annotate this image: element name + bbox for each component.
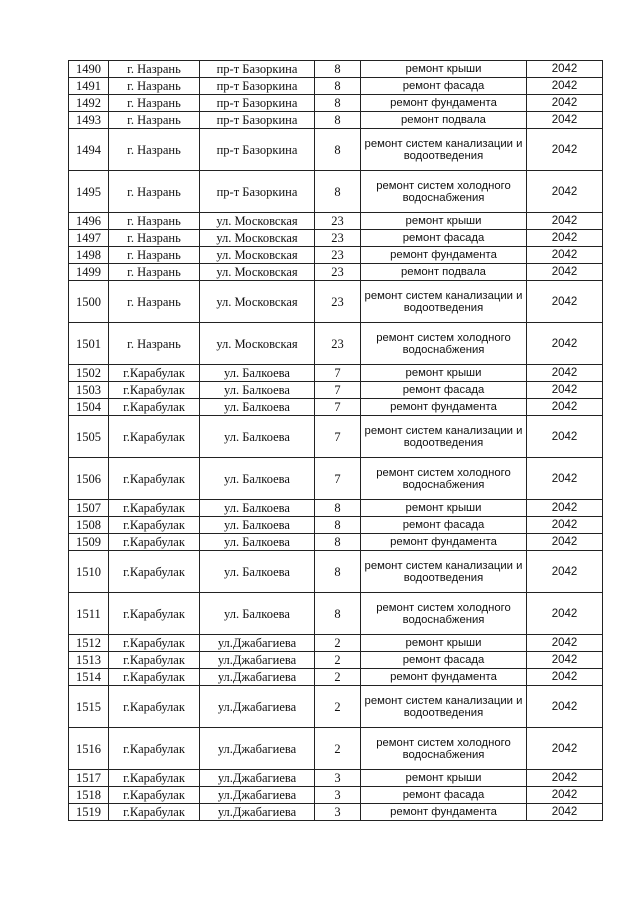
city-cell: г. Назрань (109, 129, 200, 171)
street-cell: ул. Балкоева (200, 500, 315, 517)
row-number-cell: 1499 (69, 264, 109, 281)
table-row (69, 787, 603, 804)
street-cell: ул. Балкоева (200, 365, 315, 382)
city-cell: г.Карабулак (109, 365, 200, 382)
city-cell: г. Назрань (109, 247, 200, 264)
work-type-cell: ремонт фундамента (361, 399, 527, 416)
year-cell: 2042 (527, 213, 603, 230)
city-cell: г. Назрань (109, 95, 200, 112)
city-cell: г.Карабулак (109, 652, 200, 669)
year-cell: 2042 (527, 230, 603, 247)
house-number-cell: 8 (315, 171, 361, 213)
house-number-cell: 8 (315, 551, 361, 593)
work-type-cell: ремонт крыши (361, 61, 527, 78)
house-number-cell: 8 (315, 61, 361, 78)
year-cell: 2042 (527, 382, 603, 399)
city-cell: г.Карабулак (109, 458, 200, 500)
street-cell: ул.Джабагиева (200, 686, 315, 728)
table-row (69, 399, 603, 416)
house-number-cell: 7 (315, 399, 361, 416)
city-cell: г.Карабулак (109, 804, 200, 821)
work-type-cell: ремонт крыши (361, 770, 527, 787)
year-cell: 2042 (527, 686, 603, 728)
row-number-cell: 1518 (69, 787, 109, 804)
year-cell: 2042 (527, 61, 603, 78)
table-row (69, 635, 603, 652)
work-type-cell: ремонт фундамента (361, 534, 527, 551)
row-number-cell: 1502 (69, 365, 109, 382)
street-cell: пр-т Базоркина (200, 112, 315, 129)
table-row (69, 728, 603, 770)
street-cell: пр-т Базоркина (200, 78, 315, 95)
work-type-cell: ремонт фасада (361, 78, 527, 95)
city-cell: г. Назрань (109, 213, 200, 230)
table-row (69, 382, 603, 399)
street-cell: ул.Джабагиева (200, 787, 315, 804)
row-number-cell: 1504 (69, 399, 109, 416)
city-cell: г. Назрань (109, 323, 200, 365)
table-row (69, 323, 603, 365)
table-row (69, 500, 603, 517)
work-type-cell: ремонт крыши (361, 500, 527, 517)
year-cell: 2042 (527, 787, 603, 804)
table-row (69, 129, 603, 171)
house-number-cell: 8 (315, 593, 361, 635)
house-number-cell: 2 (315, 728, 361, 770)
work-type-cell: ремонт крыши (361, 635, 527, 652)
work-type-cell: ремонт систем канализации и водоотведения (361, 551, 527, 593)
row-number-cell: 1505 (69, 416, 109, 458)
house-number-cell: 23 (315, 213, 361, 230)
work-type-cell: ремонт подвала (361, 264, 527, 281)
table-row (69, 61, 603, 78)
work-type-cell: ремонт фундамента (361, 247, 527, 264)
house-number-cell: 7 (315, 365, 361, 382)
table-row (69, 770, 603, 787)
table-row (69, 365, 603, 382)
row-number-cell: 1511 (69, 593, 109, 635)
city-cell: г.Карабулак (109, 534, 200, 551)
year-cell: 2042 (527, 171, 603, 213)
city-cell: г. Назрань (109, 112, 200, 129)
work-type-cell: ремонт систем канализации и водоотведения (361, 686, 527, 728)
repair-schedule-table (68, 60, 603, 821)
work-type-cell: ремонт крыши (361, 213, 527, 230)
work-type-cell: ремонт фундамента (361, 669, 527, 686)
table-row (69, 213, 603, 230)
city-cell: г.Карабулак (109, 517, 200, 534)
city-cell: г.Карабулак (109, 551, 200, 593)
row-number-cell: 1517 (69, 770, 109, 787)
row-number-cell: 1507 (69, 500, 109, 517)
house-number-cell: 8 (315, 78, 361, 95)
street-cell: ул. Балкоева (200, 517, 315, 534)
street-cell: ул. Московская (200, 247, 315, 264)
row-number-cell: 1490 (69, 61, 109, 78)
city-cell: г. Назрань (109, 264, 200, 281)
city-cell: г. Назрань (109, 61, 200, 78)
street-cell: ул. Московская (200, 230, 315, 247)
year-cell: 2042 (527, 264, 603, 281)
work-type-cell: ремонт систем холодного водоснабжения (361, 323, 527, 365)
street-cell: ул. Московская (200, 213, 315, 230)
city-cell: г.Карабулак (109, 728, 200, 770)
year-cell: 2042 (527, 652, 603, 669)
year-cell: 2042 (527, 281, 603, 323)
table-row (69, 551, 603, 593)
year-cell: 2042 (527, 517, 603, 534)
house-number-cell: 8 (315, 500, 361, 517)
year-cell: 2042 (527, 112, 603, 129)
table-row (69, 230, 603, 247)
city-cell: г.Карабулак (109, 669, 200, 686)
street-cell: ул. Московская (200, 281, 315, 323)
house-number-cell: 2 (315, 635, 361, 652)
city-cell: г.Карабулак (109, 399, 200, 416)
year-cell: 2042 (527, 365, 603, 382)
work-type-cell: ремонт фундамента (361, 804, 527, 821)
row-number-cell: 1515 (69, 686, 109, 728)
house-number-cell: 8 (315, 129, 361, 171)
house-number-cell: 3 (315, 770, 361, 787)
street-cell: ул.Джабагиева (200, 669, 315, 686)
work-type-cell: ремонт систем канализации и водоотведения (361, 129, 527, 171)
table-row (69, 593, 603, 635)
row-number-cell: 1512 (69, 635, 109, 652)
work-type-cell: ремонт фундамента (361, 95, 527, 112)
work-type-cell: ремонт крыши (361, 365, 527, 382)
table-row (69, 686, 603, 728)
row-number-cell: 1519 (69, 804, 109, 821)
house-number-cell: 3 (315, 804, 361, 821)
row-number-cell: 1494 (69, 129, 109, 171)
street-cell: ул. Балкоева (200, 593, 315, 635)
city-cell: г.Карабулак (109, 593, 200, 635)
table-row (69, 95, 603, 112)
work-type-cell: ремонт фасада (361, 382, 527, 399)
year-cell: 2042 (527, 728, 603, 770)
city-cell: г.Карабулак (109, 770, 200, 787)
year-cell: 2042 (527, 500, 603, 517)
house-number-cell: 23 (315, 323, 361, 365)
row-number-cell: 1509 (69, 534, 109, 551)
street-cell: ул. Балкоева (200, 534, 315, 551)
year-cell: 2042 (527, 247, 603, 264)
city-cell: г. Назрань (109, 78, 200, 95)
row-number-cell: 1510 (69, 551, 109, 593)
house-number-cell: 2 (315, 669, 361, 686)
year-cell: 2042 (527, 669, 603, 686)
row-number-cell: 1508 (69, 517, 109, 534)
street-cell: ул.Джабагиева (200, 804, 315, 821)
city-cell: г.Карабулак (109, 500, 200, 517)
house-number-cell: 8 (315, 517, 361, 534)
street-cell: ул. Балкоева (200, 416, 315, 458)
table-row (69, 534, 603, 551)
row-number-cell: 1498 (69, 247, 109, 264)
row-number-cell: 1491 (69, 78, 109, 95)
work-type-cell: ремонт систем канализации и водоотведения (361, 281, 527, 323)
work-type-cell: ремонт систем холодного водоснабжения (361, 593, 527, 635)
street-cell: пр-т Базоркина (200, 61, 315, 78)
street-cell: ул.Джабагиева (200, 635, 315, 652)
row-number-cell: 1495 (69, 171, 109, 213)
table-row (69, 804, 603, 821)
table-row (69, 112, 603, 129)
city-cell: г. Назрань (109, 171, 200, 213)
year-cell: 2042 (527, 534, 603, 551)
street-cell: ул.Джабагиева (200, 770, 315, 787)
row-number-cell: 1492 (69, 95, 109, 112)
house-number-cell: 23 (315, 247, 361, 264)
year-cell: 2042 (527, 804, 603, 821)
street-cell: ул. Балкоева (200, 382, 315, 399)
table-row (69, 264, 603, 281)
house-number-cell: 8 (315, 112, 361, 129)
year-cell: 2042 (527, 458, 603, 500)
work-type-cell: ремонт систем холодного водоснабжения (361, 171, 527, 213)
street-cell: пр-т Базоркина (200, 129, 315, 171)
house-number-cell: 7 (315, 458, 361, 500)
year-cell: 2042 (527, 323, 603, 365)
table-row (69, 247, 603, 264)
row-number-cell: 1503 (69, 382, 109, 399)
street-cell: ул. Московская (200, 323, 315, 365)
street-cell: ул. Балкоева (200, 458, 315, 500)
work-type-cell: ремонт фасада (361, 230, 527, 247)
table-row (69, 416, 603, 458)
year-cell: 2042 (527, 129, 603, 171)
street-cell: ул.Джабагиева (200, 728, 315, 770)
year-cell: 2042 (527, 416, 603, 458)
year-cell: 2042 (527, 95, 603, 112)
work-type-cell: ремонт систем канализации и водоотведения (361, 416, 527, 458)
table-row (69, 281, 603, 323)
row-number-cell: 1500 (69, 281, 109, 323)
house-number-cell: 23 (315, 281, 361, 323)
city-cell: г. Назрань (109, 281, 200, 323)
row-number-cell: 1506 (69, 458, 109, 500)
work-type-cell: ремонт фасада (361, 517, 527, 534)
year-cell: 2042 (527, 770, 603, 787)
house-number-cell: 7 (315, 416, 361, 458)
year-cell: 2042 (527, 78, 603, 95)
table-row (69, 652, 603, 669)
house-number-cell: 8 (315, 534, 361, 551)
city-cell: г. Назрань (109, 230, 200, 247)
year-cell: 2042 (527, 635, 603, 652)
street-cell: ул. Московская (200, 264, 315, 281)
city-cell: г.Карабулак (109, 686, 200, 728)
work-type-cell: ремонт фасада (361, 787, 527, 804)
year-cell: 2042 (527, 399, 603, 416)
row-number-cell: 1497 (69, 230, 109, 247)
city-cell: г.Карабулак (109, 787, 200, 804)
row-number-cell: 1513 (69, 652, 109, 669)
city-cell: г.Карабулак (109, 635, 200, 652)
city-cell: г.Карабулак (109, 382, 200, 399)
table-body (69, 61, 603, 821)
table-row (69, 669, 603, 686)
row-number-cell: 1516 (69, 728, 109, 770)
house-number-cell: 23 (315, 230, 361, 247)
table-row (69, 78, 603, 95)
house-number-cell: 23 (315, 264, 361, 281)
work-type-cell: ремонт систем холодного водоснабжения (361, 728, 527, 770)
street-cell: пр-т Базоркина (200, 95, 315, 112)
year-cell: 2042 (527, 593, 603, 635)
house-number-cell: 3 (315, 787, 361, 804)
work-type-cell: ремонт подвала (361, 112, 527, 129)
house-number-cell: 2 (315, 652, 361, 669)
street-cell: ул.Джабагиева (200, 652, 315, 669)
street-cell: ул. Балкоева (200, 551, 315, 593)
row-number-cell: 1496 (69, 213, 109, 230)
street-cell: пр-т Базоркина (200, 171, 315, 213)
house-number-cell: 8 (315, 95, 361, 112)
table-row (69, 171, 603, 213)
city-cell: г.Карабулак (109, 416, 200, 458)
work-type-cell: ремонт фасада (361, 652, 527, 669)
row-number-cell: 1514 (69, 669, 109, 686)
street-cell: ул. Балкоева (200, 399, 315, 416)
table-row (69, 458, 603, 500)
table-row (69, 517, 603, 534)
row-number-cell: 1493 (69, 112, 109, 129)
house-number-cell: 7 (315, 382, 361, 399)
work-type-cell: ремонт систем холодного водоснабжения (361, 458, 527, 500)
year-cell: 2042 (527, 551, 603, 593)
row-number-cell: 1501 (69, 323, 109, 365)
house-number-cell: 2 (315, 686, 361, 728)
